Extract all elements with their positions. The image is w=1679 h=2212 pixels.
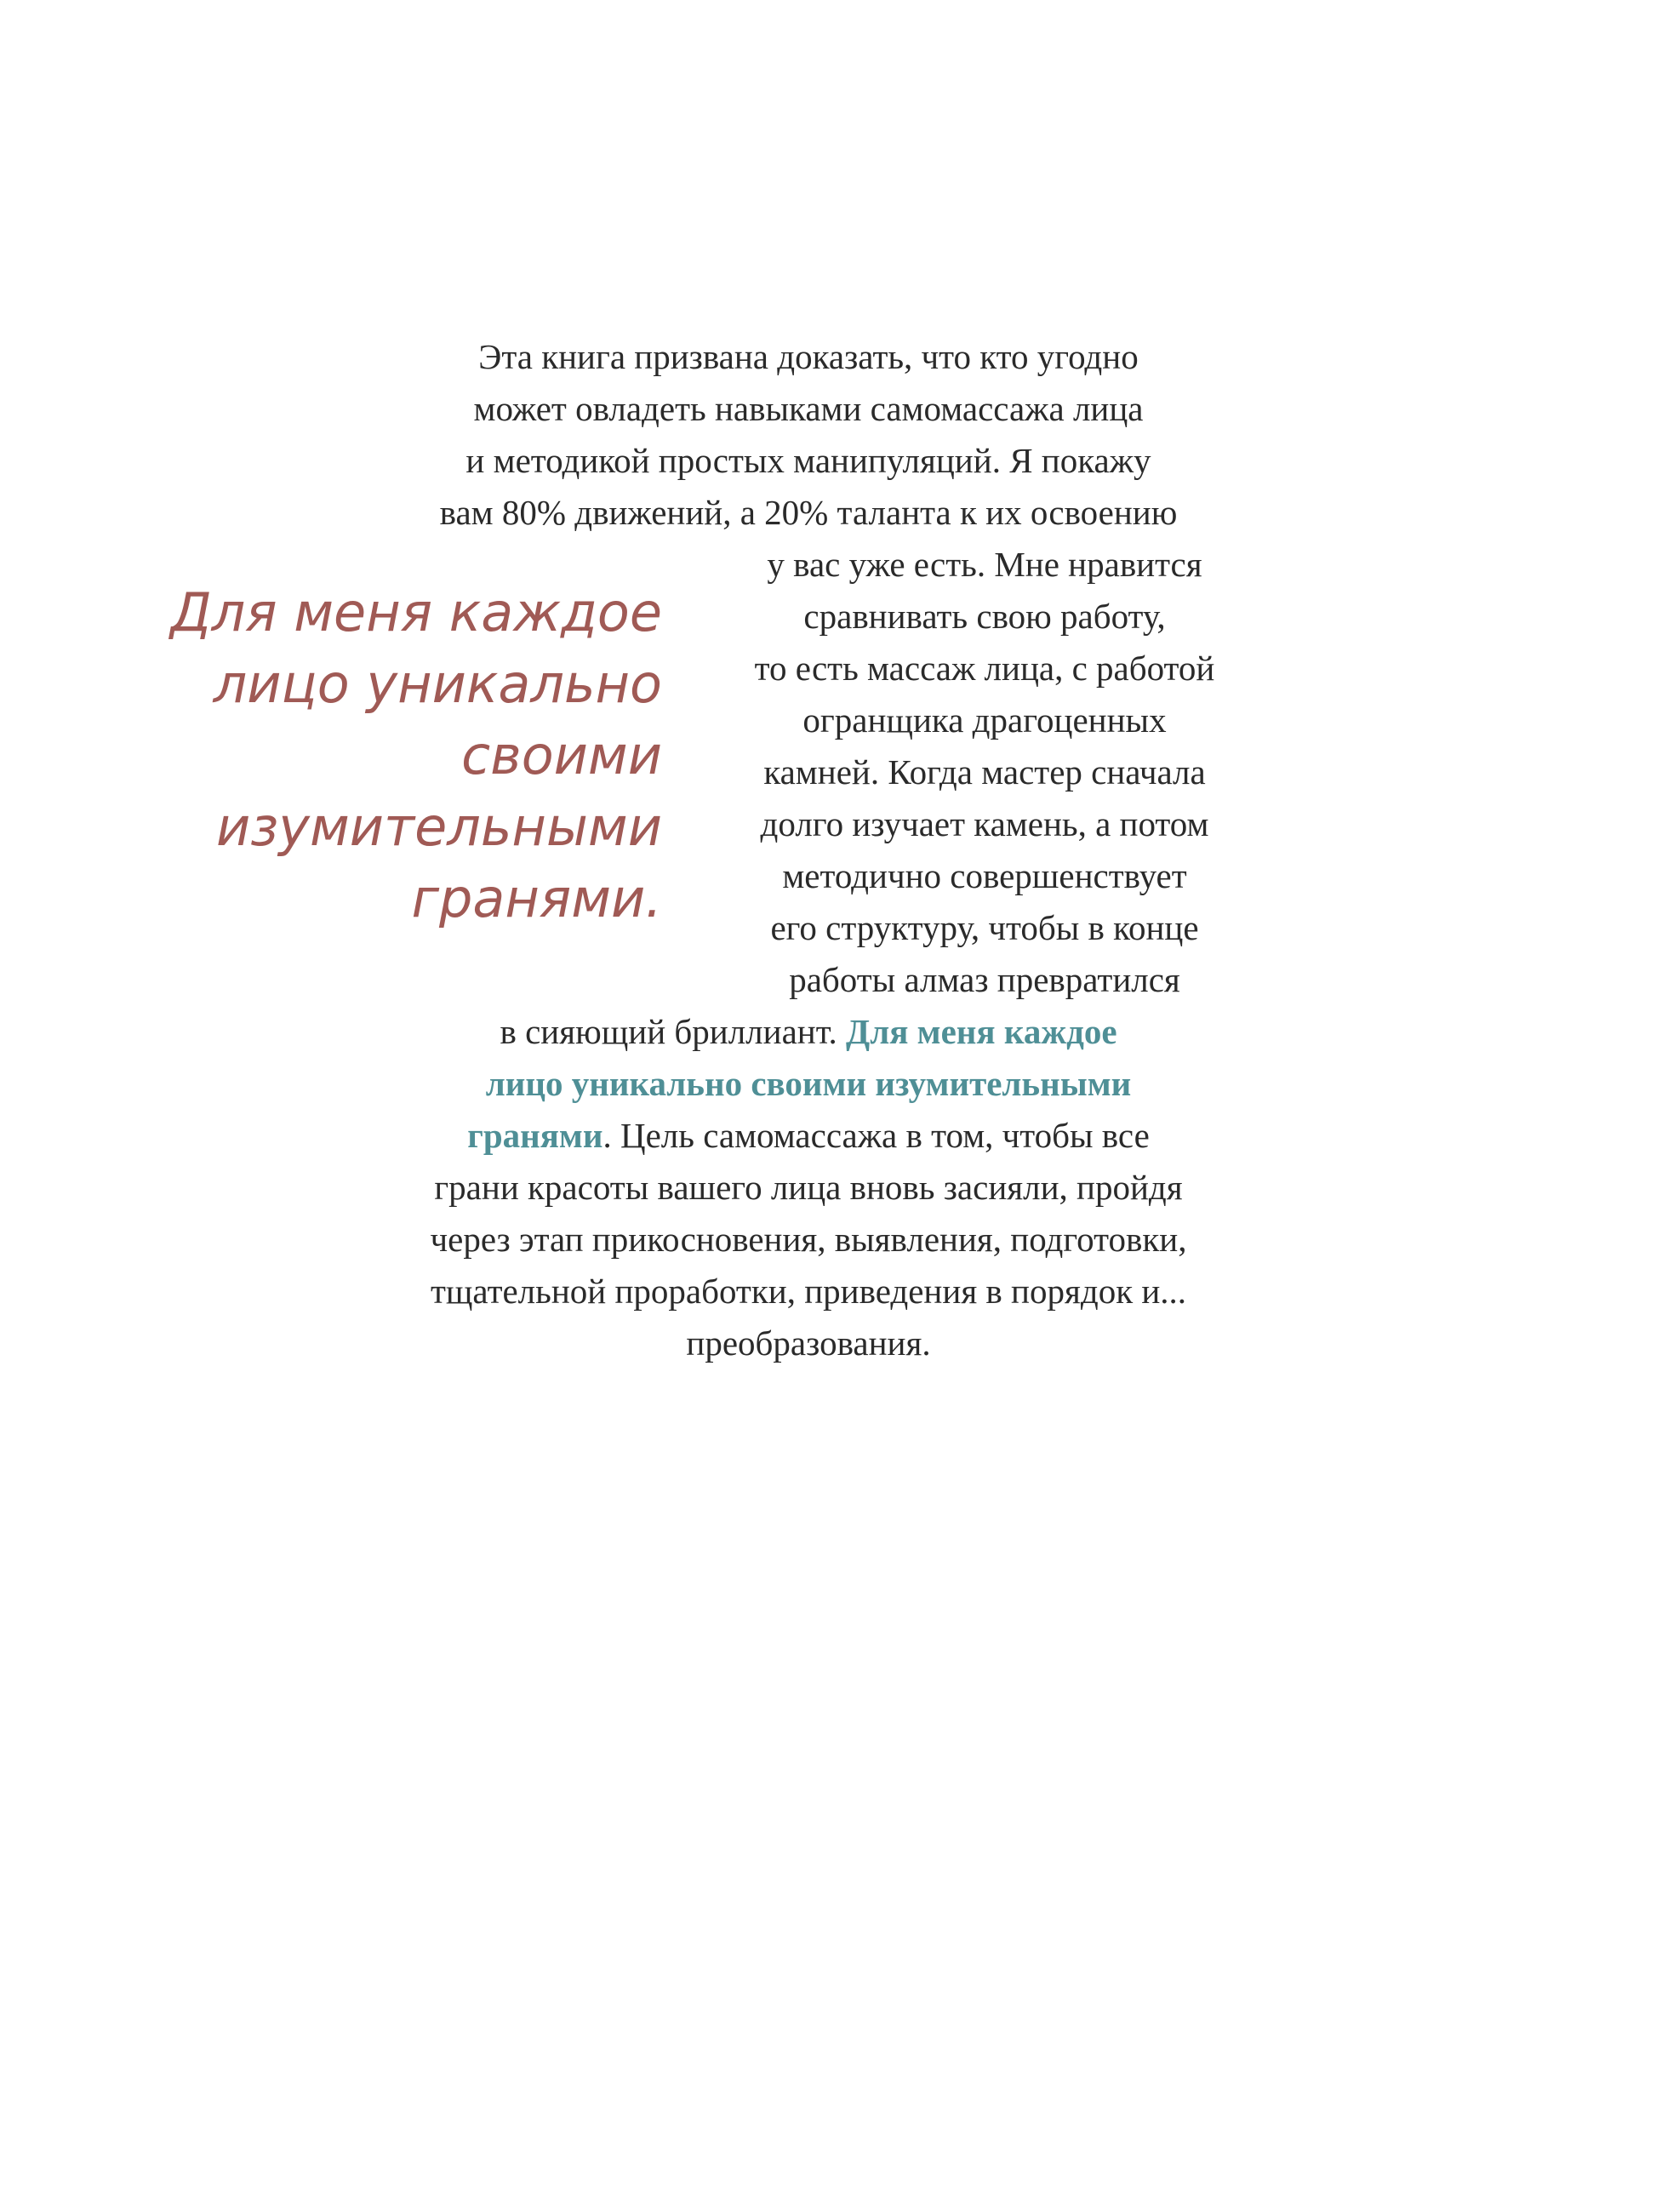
body-line: сравнивать свою работу,	[803, 597, 1166, 636]
highlight-phrase: лицо уникально своими изумительными	[485, 1064, 1132, 1103]
body-line: у вас уже есть. Мне нравится	[767, 545, 1202, 584]
body-line: работы алмаз превратился	[789, 960, 1180, 999]
body-line: грани красоты вашего лица вновь засияли, пройдя	[434, 1168, 1183, 1207]
body-line	[467, 1110, 1150, 1162]
pull-quote-line: Для меня каждое	[170, 581, 662, 643]
body-line: камней. Когда мастер сначала	[763, 752, 1206, 792]
body-line: преобразования.	[686, 1323, 931, 1363]
body-line: может овладеть навыками самомассажа лица	[473, 389, 1144, 428]
body-line: методично совершенствует	[782, 856, 1187, 895]
highlight-phrase: Для меня каждое	[846, 1012, 1117, 1051]
body-line	[486, 1058, 1132, 1110]
body-line: огранщика драгоценных	[802, 700, 1167, 740]
body-line	[500, 1006, 1116, 1058]
body-line: и методикой простых манипуляций. Я покажу	[465, 441, 1151, 480]
body-line: долго изучает камень, а потом	[760, 804, 1209, 843]
pull-quote-line: своими	[461, 724, 662, 786]
highlight-phrase: гранями	[467, 1116, 603, 1155]
body-line: вам 80% движений, а 20% таланта к их освоению	[439, 493, 1178, 532]
body-text: . Цель самомассажа в том, чтобы все	[602, 1116, 1150, 1155]
body-line: тщательной проработки, приведения в порядок и...	[430, 1272, 1187, 1311]
body-line: Эта книга призвана доказать, что кто угодно	[478, 337, 1139, 376]
pull-quote-line: лицо уникально	[213, 653, 662, 715]
body-line: то есть массаж лица, с работой	[754, 649, 1215, 688]
pull-quote	[117, 577, 662, 935]
pull-quote-line: изумительными	[215, 796, 662, 858]
body-text: в сияющий бриллиант.	[500, 1012, 847, 1051]
body-line: его структуру, чтобы в конце	[770, 908, 1199, 947]
body-line: через этап прикосновения, выявления, подготовки,	[430, 1220, 1187, 1259]
pull-quote-line: гранями.	[411, 867, 662, 929]
